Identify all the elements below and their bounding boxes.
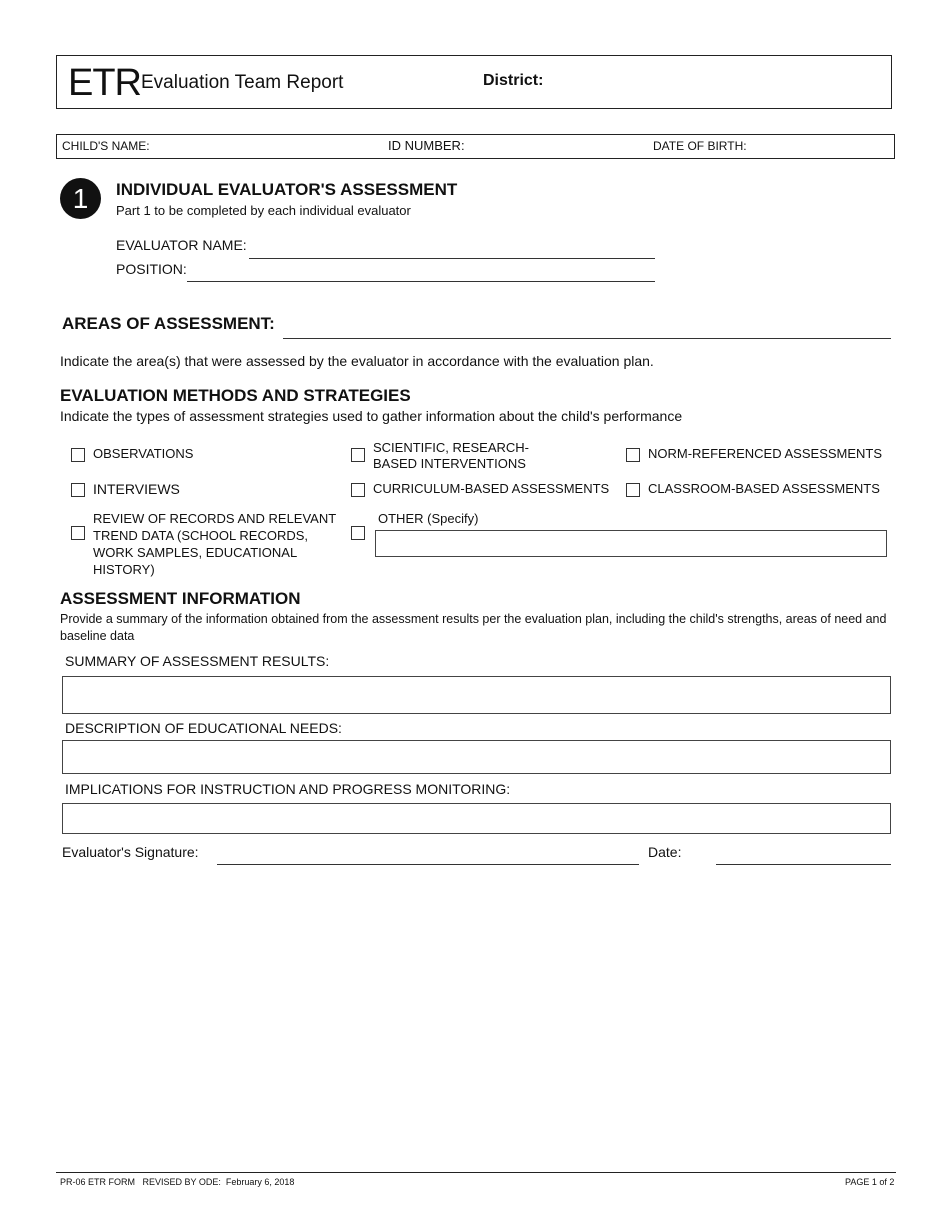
methods-instruction: Indicate the types of assessment strategies used to gather information about the child's performance [60,408,683,424]
other-checkbox[interactable] [351,526,365,540]
review-records-label: REVIEW OF RECORDS AND RELEVANT TREND DATA (SCHOOL RECORDS, WORK SAMPLES, EDUCATIONAL HISTORY) [93,511,336,577]
evaluator-name-field[interactable] [249,258,655,259]
district-label: District: [483,72,544,89]
assessment-info-instruction: Provide a summary of the information obtained from the assessment results per the evaluation plan, including the child's strengths, areas of need and baseline data [60,612,887,643]
implications-label: IMPLICATIONS FOR INSTRUCTION AND PROGRESS MONITORING: [65,781,511,797]
research-interventions-label: SCIENTIFIC, RESEARCH-BASED INTERVENTIONS [373,440,530,471]
id-number-field[interactable] [465,136,640,157]
dob-label: DATE OF BIRTH: [653,139,747,153]
curriculum-based-label: CURRICULUM-BASED ASSESSMENTS [373,481,610,496]
date-label: Date: [648,844,682,860]
areas-instruction: Indicate the area(s) that were assessed by the evaluator in accordance with the evaluation plan. [60,353,654,369]
other-specify-input[interactable] [375,530,887,557]
curriculum-based-checkbox[interactable] [351,483,365,497]
evaluator-name-label: EVALUATOR NAME: [116,237,247,253]
interviews-label: INTERVIEWS [93,481,180,497]
date-field[interactable] [716,864,891,865]
other-label: OTHER (Specify) [378,511,479,526]
interviews-checkbox[interactable] [71,483,85,497]
areas-heading: AREAS OF ASSESSMENT: [62,314,275,333]
needs-input[interactable] [62,740,891,774]
signature-label: Evaluator's Signature: [62,844,199,860]
research-interventions-checkbox[interactable] [351,448,365,462]
methods-heading: EVALUATION METHODS AND STRATEGIES [60,386,411,405]
areas-field[interactable] [283,338,891,339]
form-acronym: ETR [68,62,141,104]
norm-referenced-checkbox[interactable] [626,448,640,462]
id-number-label: ID NUMBER: [388,138,465,153]
form-revision-info: PR-06 ETR FORM REVISED BY ODE: February 6, 2018 [60,1177,295,1187]
signature-field[interactable] [217,864,639,865]
classroom-based-checkbox[interactable] [626,483,640,497]
summary-label: SUMMARY OF ASSESSMENT RESULTS: [65,653,330,669]
footer-divider [56,1172,896,1173]
district-field[interactable] [560,64,880,100]
section-title: INDIVIDUAL EVALUATOR'S ASSESSMENT [116,180,458,199]
dob-field[interactable] [745,136,890,157]
section-subtitle: Part 1 to be completed by each individual evaluator [116,203,411,218]
position-field[interactable] [187,281,655,282]
implications-input[interactable] [62,803,891,834]
page-number: PAGE 1 of 2 [845,1177,895,1187]
needs-label: DESCRIPTION OF EDUCATIONAL NEEDS: [65,720,342,736]
review-records-checkbox[interactable] [71,526,85,540]
child-name-label: CHILD'S NAME: [62,139,150,153]
norm-referenced-label: NORM-REFERENCED ASSESSMENTS [648,446,883,461]
section-number-badge: 1 [60,178,101,219]
assessment-info-heading: ASSESSMENT INFORMATION [60,589,301,608]
observations-label: OBSERVATIONS [93,446,194,461]
form-title: Evaluation Team Report [141,72,344,93]
observations-checkbox[interactable] [71,448,85,462]
position-label: POSITION: [116,261,187,277]
classroom-based-label: CLASSROOM-BASED ASSESSMENTS [648,481,880,496]
summary-input[interactable] [62,676,891,714]
child-name-field[interactable] [150,136,375,157]
